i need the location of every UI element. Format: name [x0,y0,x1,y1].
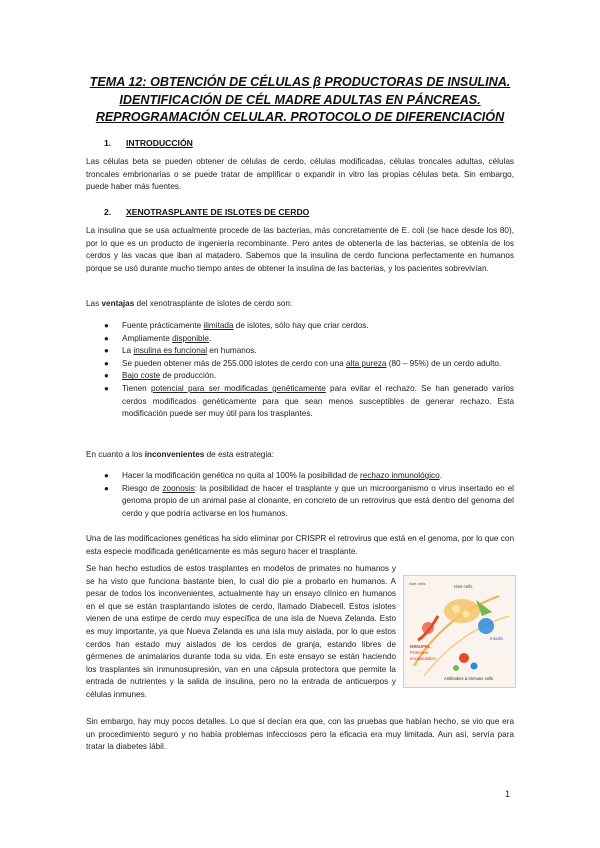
item-text: Ampliamente [122,333,173,343]
item-underlined-text: potencial para ser modificadas genéticamente [150,383,326,393]
item-text: La [122,346,134,356]
ventajas-post-text: del xenotrasplante de islotes de cerdo son: [134,299,293,308]
item-text: Fuente prácticamente [122,321,204,330]
list-item [86,320,514,333]
list-item [86,345,514,358]
inconvenientes-pre-text: En cuanto a los [86,450,145,459]
bullet-icon: ● [104,346,109,356]
item-underlined-text: zoonosis [162,483,195,493]
bullet-icon: ● [104,483,109,493]
figure-label-left-3: encapsulation [410,656,436,661]
section-number: 1. [104,138,112,148]
title-line-1: TEMA 12: OBTENCIÓN DE CÉLULAS β PRODUCTORAS DE INSULINA. [89,75,511,89]
item-text: Riesgo de [122,483,163,493]
item-text: : la posibilidad de hacer el trasplante y que un microorganismo o virus insertado en el genoma propio de un animal pase al clonante, en concreto de un retrovirus que está dentro del genoma del cerdo y que podría activarse en los humanos. [122,483,514,518]
item-text: Hacer la modificación genética no quita al 100% la posibilidad de [122,471,361,480]
item-text: Tienen [122,383,151,393]
item-underlined-text: Bajo coste [122,371,161,381]
page-number: 1 [505,789,511,799]
item-text: para evitar el rechazo. Se han generado varios cerdos modificados genéticamente para que sean menos susceptibles de generar rechazo. Esta modificación puede ser muy útil para los trasplantes. [122,383,514,419]
inconvenientes-bold-text: inconvenientes [144,450,205,459]
list-item [86,383,514,421]
bullet-icon: ● [104,333,109,343]
inconvenientes-post-text: de esta estrategia: [204,450,274,459]
figure-label-topleft: Islet cells [409,581,426,586]
item-text: . [208,333,212,343]
insulina-paragraph: La insulina que se usa actualmente procede de las bacterias, más concretamente de E. coli (se hace desde los 80), por lo que es un producto de ingeniería recombinante. Pero antes de obtenerla de las bacterias, se obtenía de los cerdos y las vacas que iban al matadero. Sabemos que la insulina de cerdo funciona perfectamente en humanos porque se usó durante mucho tiempo antes de obtener la insulina de las bacterias, y los pacientes sobrevivían. [86,226,514,273]
list-item [86,333,514,346]
item-underlined-text: rechazo inmunológico [360,471,440,480]
inconvenientes-list [86,470,514,520]
figure-label-left-1: IMMUPEL [410,644,431,649]
title-line-2: IDENTIFICACIÓN DE CÉL MADRE ADULTAS EN PÁNCREAS. [119,92,481,107]
encapsulation-figure [403,575,516,688]
ventajas-bold-text: ventajas [101,299,135,308]
item-text: en humanos. [207,346,257,356]
intro-paragraph: Las células beta se pueden obtener de células de cerdo, células modificadas, células troncales adultas, células troncales embrionarias o se puede tratar de amplificar o expandir in vitro las propias células beta. Sin embargo, puede haber más fuentes. [86,157,514,192]
bullet-icon: ● [104,321,109,330]
section-title: XENOTRASPLANTE DE ISLOTES DE CERDO [126,207,310,217]
bullet-icon: ● [104,471,109,480]
section-heading-xenotrasplante [104,206,309,218]
conclusion-paragraph: Sin embargo, hay muy pocos detalles. Lo que sí decían era que, con las pruebas que habían hecho, se vio que era un procedimiento seguro y no había problemas infecciosos pero la eficacia era muy limitada. Aun así, servía para tratar la diabetes lábil. [86,717,514,752]
list-item [86,483,514,521]
item-text: Se pueden obtener más de 255.000 islotes de cerdo con una [122,358,346,368]
inconvenientes-intro [86,449,514,462]
title-line-3: REPROGRAMACIÓN CELULAR. PROTOCOLO DE DIFERENCIACIÓN [95,110,505,124]
item-underlined-text: ilimitada [203,321,234,330]
figure-label-right: Insulin [490,636,504,641]
section-title: INTRODUCCIÓN [126,138,193,148]
section-heading-introduccion [104,137,193,149]
ventajas-list [86,320,514,421]
crispr-paragraph: Una de las modificaciones genéticas ha sido eliminar por CRISPR el retrovirus que está en el genoma, por lo que con esta especie modificada genéticamente es más seguro hacer el trasplante. [86,534,514,556]
bullet-icon: ● [104,383,109,393]
item-text: de islotes, sólo hay que criar cerdos. [233,321,369,330]
list-item [86,370,514,383]
item-underlined-text: insulina es funcional [133,346,208,356]
item-text: (80 – 95%) de un cerdo adulto. [386,358,502,368]
ventajas-intro [86,298,514,311]
encapsulation-diagram [404,576,515,687]
list-item [86,358,514,371]
list-item [86,470,514,483]
ventajas-pre-text: Las [86,299,102,308]
item-underlined-text: alta pureza [345,358,387,368]
figure-label-top: Islet cells [454,584,473,589]
document-title [70,74,530,127]
figure-label-left-2: Protective [410,650,429,655]
item-underlined-text: disponible [172,333,209,343]
item-text: de producción. [160,371,217,381]
bullet-icon: ● [104,358,109,368]
section-number: 2. [104,207,112,217]
estudios-paragraph: Se han hecho estudios de estos trasplantes en modelos de primates no humanos y se ha visto que funciona bastante bien, lo cual dio pie a probarlo en humanos. A pesar de todos los inconvenientes, actualmente hay un ensayo clínico en humanos en el que se están trasplantando islotes de cerdo, llamado Diabecell. Estos islotes vienen de una estirpe de cerdo muy específica de una isla de Nueva Zelanda. Esto es muy importante, ya que Nueva Zelanda es una isla muy aislada, por lo que estos cerdos han estado muy aislados de los cerdos de granja, estando libres de gérmenes de animalarios durante toda su vida. En este ensayo se están haciendo los trasplantes sin inmunosupresión, van en una cápsula protectora que permite la entrada de nutrientes y la salida de insulina, pero no la entrada de anticuerpos y células inmunes. [86,564,396,699]
item-text: . [439,471,442,480]
bullet-icon: ● [104,371,109,381]
figure-label-bottom: Antibodies & immune cells [444,676,494,681]
